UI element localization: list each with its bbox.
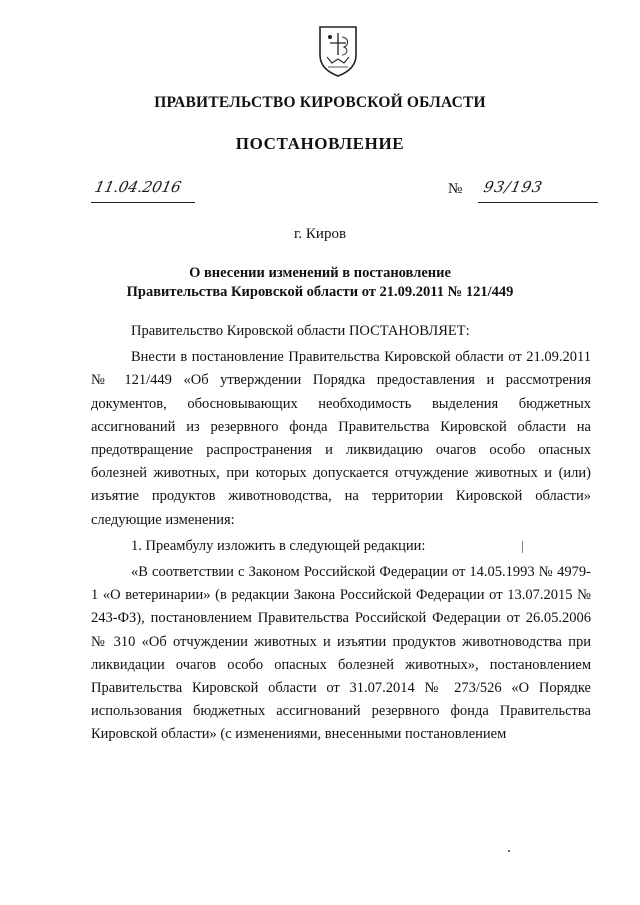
document-body xyxy=(91,320,591,747)
scan-dot xyxy=(508,850,510,852)
number-value: 93/193 xyxy=(482,178,545,196)
subject-line-2: Правительства Кировской области от 21.09.2011 № 121/449 xyxy=(126,284,514,300)
paragraph-resolves: Правительство Кировской области ПОСТАНОВЛЯЕТ: xyxy=(131,323,470,339)
scan-mark xyxy=(522,541,523,553)
subject-line-1: О внесении изменений в постановление xyxy=(189,265,451,281)
government-name: ПРАВИТЕЛЬСТВО КИРОВСКОЙ ОБЛАСТИ xyxy=(154,94,486,111)
number-field xyxy=(478,178,598,203)
document-subject xyxy=(0,264,640,302)
coat-of-arms-icon xyxy=(318,25,358,77)
paragraph-amend: Внести в постановление Правительства Кировской области от 21.09.2011 № 121/449 «Об утверждении Порядка предоставления и рассмотрения документов, обосновывающих необходимость выделения бюджетных ассигнований из резервного фонда Правительства Кировской области на предотвращение распространения и ликвидацию очагов особо опасных болезней животных, при которых допускается отчуждение животных и (или) изъятие продуктов животноводства, на территории Кировской области» следующие изменения: xyxy=(91,349,591,528)
document-type: ПОСТАНОВЛЕНИЕ xyxy=(235,134,405,153)
date-field xyxy=(91,178,195,203)
number-label: № xyxy=(448,181,463,197)
date-value: 11.04.2016 xyxy=(93,178,183,196)
paragraph-item-1: 1. Преамбулу изложить в следующей редакции: xyxy=(131,537,426,554)
paragraph-preamble-quote: «В соответствии с Законом Российской Федерации от 14.05.1993 № 4979-1 «О ветеринарии» (в редакции Закона Российской Федерации от 13.07.2015 № 243-ФЗ), постановлением Правительства Российской Федерации от 26.05.2006 № 310 «Об отчуждении животных и изъятии продуктов животноводства при ликвидации очагов особо опасных болезней животных», постановлением Правительства Кировской области от 31.07.2014 № 273/526 «О Порядке использования бюджетных ассигнований резервного фонда Правительства Кировской области» (с изменениями, внесенными постановлением xyxy=(91,564,591,743)
city: г. Киров xyxy=(293,226,347,242)
